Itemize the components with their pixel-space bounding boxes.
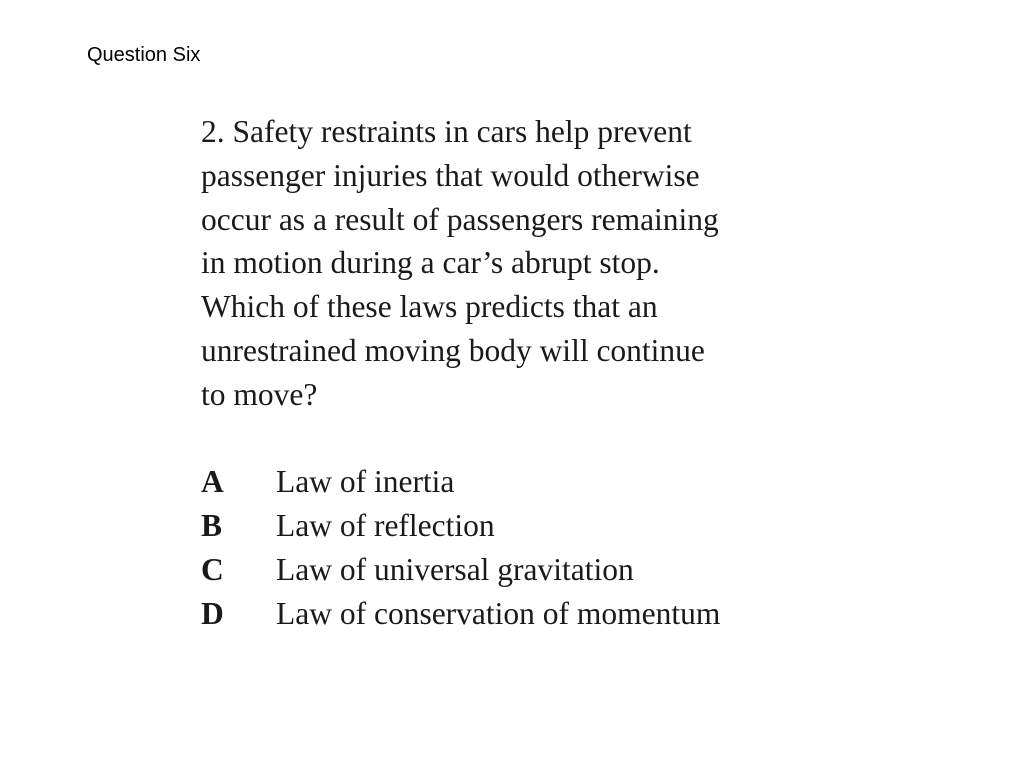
choice-text: Law of inertia: [276, 463, 455, 499]
choice-d: [201, 592, 861, 636]
question-line: to move?: [201, 376, 318, 412]
question-stem: [201, 110, 861, 417]
choice-letter: D: [201, 596, 224, 632]
choice-letter: A: [201, 463, 224, 499]
choice-c: [201, 548, 861, 592]
choice-letter: B: [201, 507, 223, 543]
answer-choices: [201, 460, 861, 637]
question-line: Which of these laws predicts that an: [201, 289, 658, 325]
choice-letter: C: [201, 551, 224, 587]
question-line: passenger injuries that would otherwise: [201, 157, 700, 193]
choice-text: Law of universal gravitation: [276, 551, 634, 587]
question-line: in motion during a car’s abrupt stop.: [201, 245, 660, 281]
question-image: [201, 110, 861, 636]
question-line: unrestrained moving body will continue: [201, 332, 705, 368]
question-line: occur as a result of passengers remaining: [201, 201, 719, 237]
question-line: 2. Safety restraints in cars help prevent: [201, 114, 692, 149]
choice-text: Law of conservation of momentum: [276, 596, 721, 632]
choice-a: [201, 460, 861, 504]
choice-b: [201, 504, 861, 548]
slide-title: Question Six: [87, 44, 201, 66]
choice-text: Law of reflection: [276, 507, 495, 543]
